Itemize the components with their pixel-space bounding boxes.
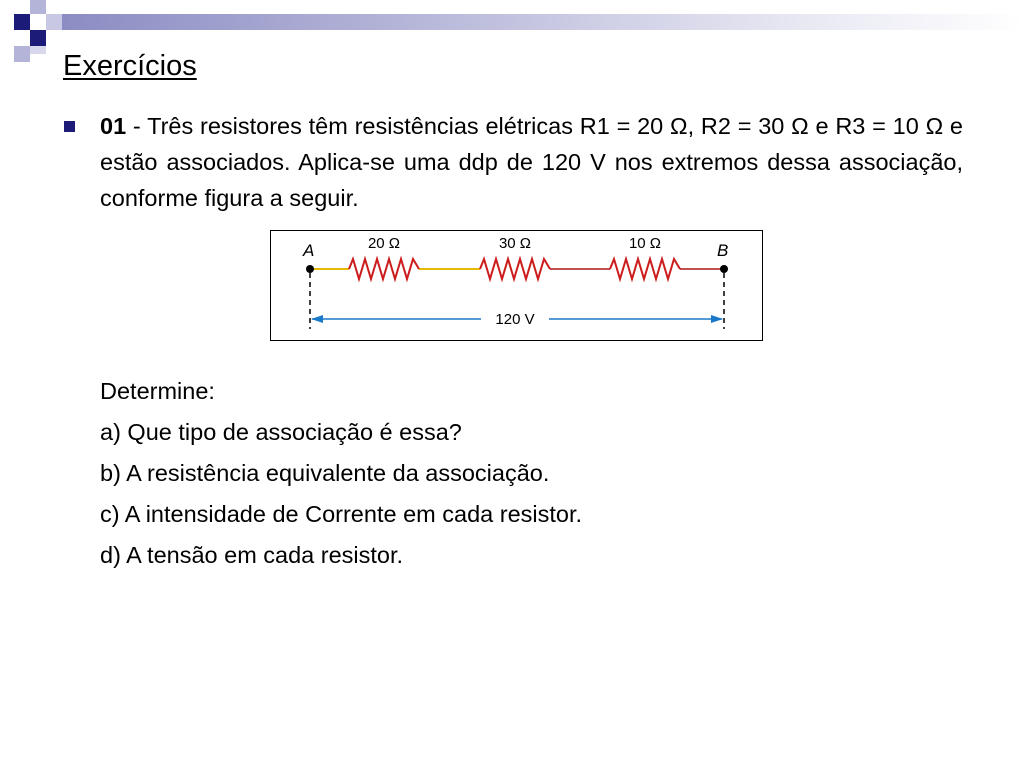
decor-square-light-3 (14, 46, 30, 62)
exercise-number: 01 (100, 113, 127, 139)
decor-square-light-1 (30, 0, 46, 14)
questions-block (100, 379, 582, 584)
decor-square-light-4 (30, 46, 46, 54)
question-a: a) Que tipo de associação é essa? (100, 419, 462, 445)
exercise-statement: - Três resistores têm resistências elétricas R1 = 20 Ω, R2 = 30 Ω e R3 = 10 Ω e estão associados. Aplica-se uma ddp de 120 V nos extremos dessa associação, conforme figura a seguir. (100, 113, 963, 211)
question-c: c) A intensidade de Corrente em cada resistor. (100, 501, 583, 527)
point-b-label: B (717, 241, 729, 260)
bullet-square-icon (64, 121, 75, 132)
resistor-r3 (610, 259, 680, 279)
resistor-r1 (349, 259, 419, 279)
r1-label: 20 Ω (367, 235, 401, 252)
question-b: b) A resistência equivalente da associação. (100, 460, 550, 486)
decor-square-dark-2 (30, 30, 46, 46)
exercise-text (100, 108, 963, 216)
point-a-label: A (303, 241, 315, 260)
decor-square-dark-1 (14, 14, 30, 30)
question-d: d) A tensão em cada resistor. (100, 542, 404, 568)
resistor-r2 (480, 259, 550, 279)
voltage-label: 120 V (495, 311, 535, 328)
slide-title: Exercícios (63, 50, 197, 82)
header-gradient-bar (62, 14, 1024, 30)
terminal-a (306, 265, 314, 273)
questions-intro: Determine: (100, 378, 215, 404)
circuit-figure (270, 230, 763, 341)
circuit-diagram (271, 231, 762, 340)
arrowhead-left (311, 315, 323, 323)
terminal-b (720, 265, 728, 273)
r3-label: 10 Ω (628, 235, 662, 252)
r2-label: 30 Ω (498, 235, 532, 252)
decor-square-light-2 (46, 14, 62, 30)
arrowhead-right (711, 315, 723, 323)
